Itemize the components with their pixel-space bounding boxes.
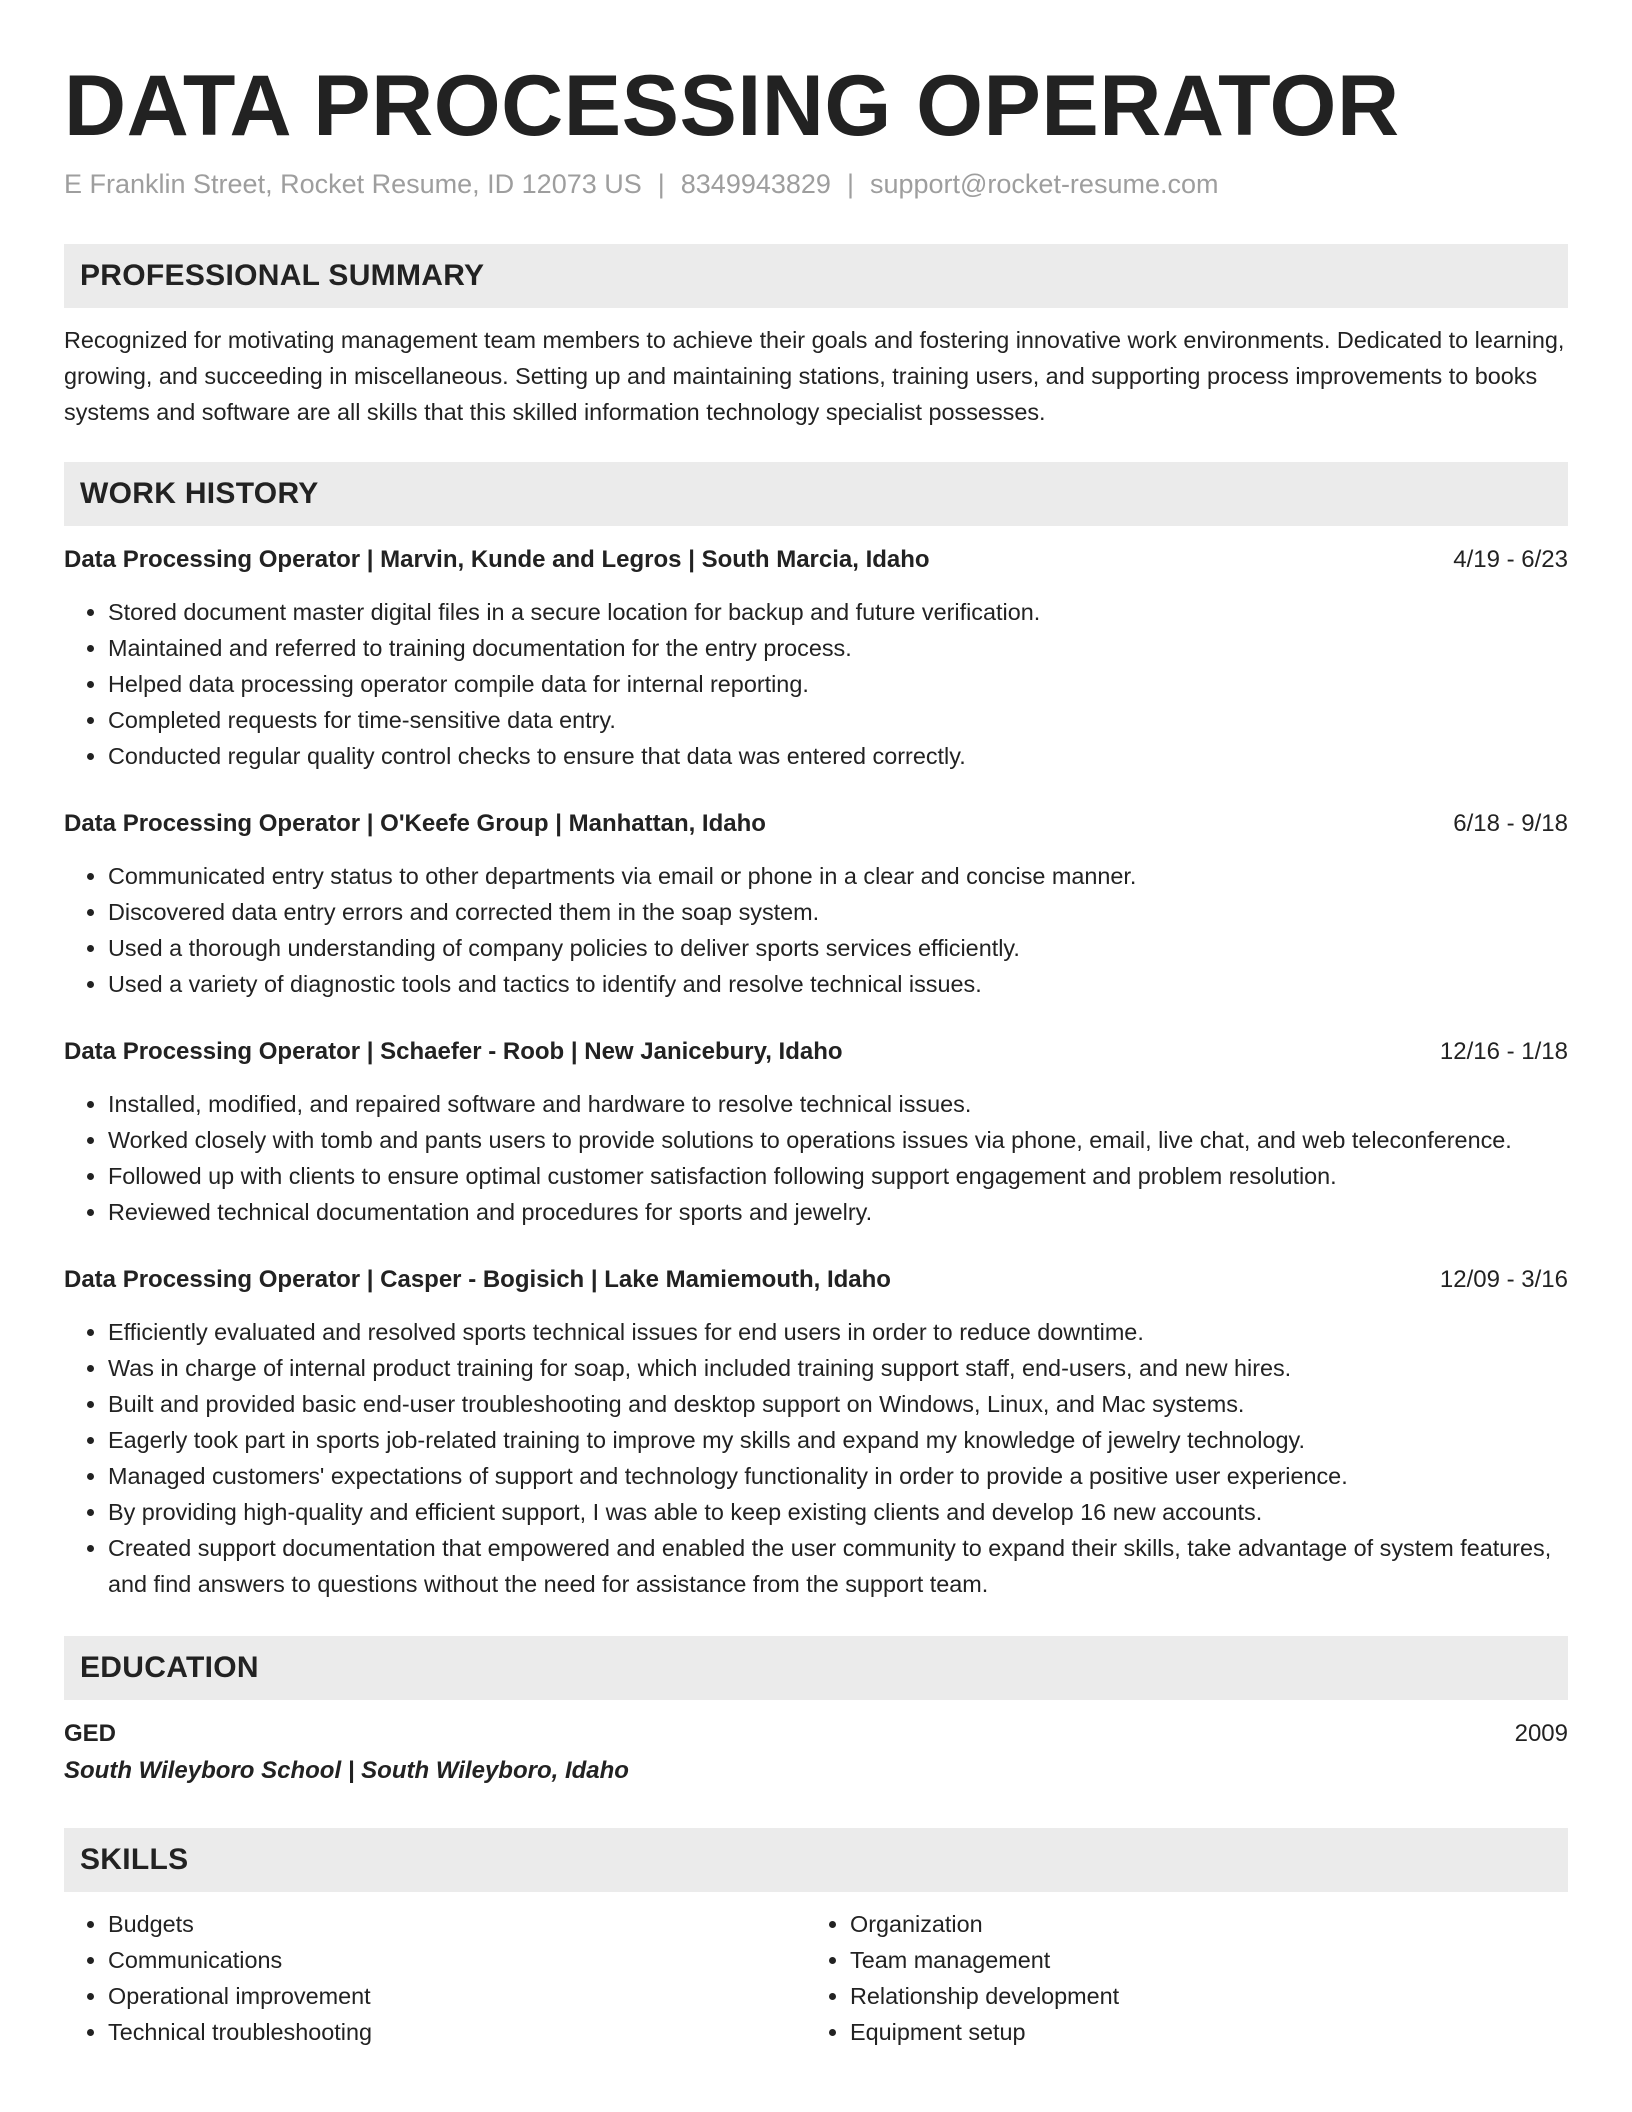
job-bullet: • Eagerly took part in sports job-related training to improve my skills and expand my knowledge of jewelry technology. [108, 1422, 1568, 1458]
candidate-name: DATA PROCESSING OPERATOR [64, 58, 1400, 154]
education-header [64, 1716, 1568, 1752]
job-bullet: • Stored document master digital files in a secure location for backup and future verification. [108, 594, 1568, 630]
contact-address: E Franklin Street, Rocket Resume, ID 12073 US [64, 169, 642, 199]
job-entry [64, 542, 1568, 774]
contact-separator: | [846, 169, 854, 199]
skill-item: • Team management [850, 1942, 1548, 1978]
skill-item: • Budgets [108, 1906, 806, 1942]
job-bullet: • Reviewed technical documentation and procedures for sports and jewelry. [108, 1194, 1568, 1230]
job-bullet: • Communicated entry status to other departments via email or phone in a clear and concise manner. [108, 858, 1568, 894]
education-year: 2009 [1514, 1720, 1568, 1747]
skill-item: • Organization [850, 1906, 1548, 1942]
summary-text: Recognized for motivating management team members to achieve their goals and fostering innovative work environments. Dedicated to learning, growing, and succeeding in miscellaneous. Setting up and maintaining stations, training users, and supporting process improvements to books systems and software are all skills that this skilled information technology specialist possesses. [64, 327, 1565, 425]
job-bullet: • Efficiently evaluated and resolved sports technical issues for end users in order to reduce downtime. [108, 1314, 1568, 1350]
skill-item: • Relationship development [850, 1978, 1548, 2014]
contact-separator: | [657, 169, 665, 199]
skills-grid [64, 1906, 1568, 2050]
job-bullet: • Worked closely with tomb and pants users to provide solutions to operations issues via phone, email, live chat, and web teleconference. [108, 1122, 1568, 1158]
education-degree: GED [64, 1720, 117, 1747]
contact-line [64, 166, 1568, 202]
skills-list [806, 1906, 1548, 2050]
job-header [64, 542, 1568, 578]
job-bullet: • Followed up with clients to ensure optimal customer satisfaction following support engagement and problem resolution. [108, 1158, 1568, 1194]
job-bullet: • Discovered data entry errors and corrected them in the soap system. [108, 894, 1568, 930]
skills-list [64, 1906, 806, 2050]
job-header [64, 1262, 1568, 1298]
job-bullet: • Helped data processing operator compile data for internal reporting. [108, 666, 1568, 702]
job-header [64, 1034, 1568, 1070]
job-title: Data Processing Operator | Schaefer - Roob | New Janicebury, Idaho [64, 1038, 843, 1065]
section-heading-education: EDUCATION [64, 1636, 1568, 1700]
job-dates: 6/18 - 9/18 [1453, 810, 1568, 837]
job-bullets [64, 1086, 1568, 1230]
job-title: Data Processing Operator | O'Keefe Group | Manhattan, Idaho [64, 810, 766, 837]
job-dates: 12/16 - 1/18 [1439, 1038, 1568, 1065]
job-entry [64, 1262, 1568, 1602]
skill-item: • Equipment setup [850, 2014, 1548, 2050]
job-title: Data Processing Operator | Casper - Bogisich | Lake Mamiemouth, Idaho [64, 1266, 891, 1293]
section-heading-summary: PROFESSIONAL SUMMARY [64, 244, 1568, 308]
section-heading-work-history: WORK HISTORY [64, 462, 1568, 526]
job-bullet: • Used a variety of diagnostic tools and tactics to identify and resolve technical issues. [108, 966, 1568, 1002]
job-bullet: • Created support documentation that empowered and enabled the user community to expand their skills, take advantage of system features, and find answers to questions without the need for assistance from the support team. [108, 1530, 1568, 1602]
job-header [64, 806, 1568, 842]
job-title: Data Processing Operator | Marvin, Kunde and Legros | South Marcia, Idaho [64, 546, 930, 573]
job-bullets [64, 1314, 1568, 1602]
job-bullets [64, 858, 1568, 1002]
job-bullet: • Used a thorough understanding of company policies to deliver sports services efficiently. [108, 930, 1568, 966]
contact-email: support@rocket-resume.com [869, 169, 1219, 199]
job-bullet: • Installed, modified, and repaired software and hardware to resolve technical issues. [108, 1086, 1568, 1122]
job-entry [64, 1034, 1568, 1230]
job-dates: 4/19 - 6/23 [1453, 546, 1568, 573]
job-dates: 12/09 - 3/16 [1439, 1266, 1568, 1293]
job-bullet: • Maintained and referred to training documentation for the entry process. [108, 630, 1568, 666]
job-bullet: • Completed requests for time-sensitive data entry. [108, 702, 1568, 738]
contact-phone: 8349943829 [680, 169, 831, 199]
job-entry [64, 806, 1568, 1002]
job-bullets [64, 594, 1568, 774]
skills-column-right [806, 1906, 1548, 2050]
job-bullet: • Conducted regular quality control checks to ensure that data was entered correctly. [108, 738, 1568, 774]
job-bullet: • By providing high-quality and efficient support, I was able to keep existing clients and develop 16 new accounts. [108, 1494, 1568, 1530]
skill-item: • Communications [108, 1942, 806, 1978]
job-bullet: • Was in charge of internal product training for soap, which included training support staff, end-users, and new hires. [108, 1350, 1568, 1386]
section-heading-skills: SKILLS [64, 1828, 1568, 1892]
skill-item: • Technical troubleshooting [108, 2014, 806, 2050]
job-bullet: • Managed customers' expectations of support and technology functionality in order to provide a positive user experience. [108, 1458, 1568, 1494]
resume-page [64, 58, 1568, 2050]
education-school: South Wileyboro School | South Wileyboro, Idaho [64, 1757, 629, 1784]
skill-item: • Operational improvement [108, 1978, 806, 2014]
job-bullet: • Built and provided basic end-user troubleshooting and desktop support on Windows, Linux, and Mac systems. [108, 1386, 1568, 1422]
skills-column-left [64, 1906, 806, 2050]
